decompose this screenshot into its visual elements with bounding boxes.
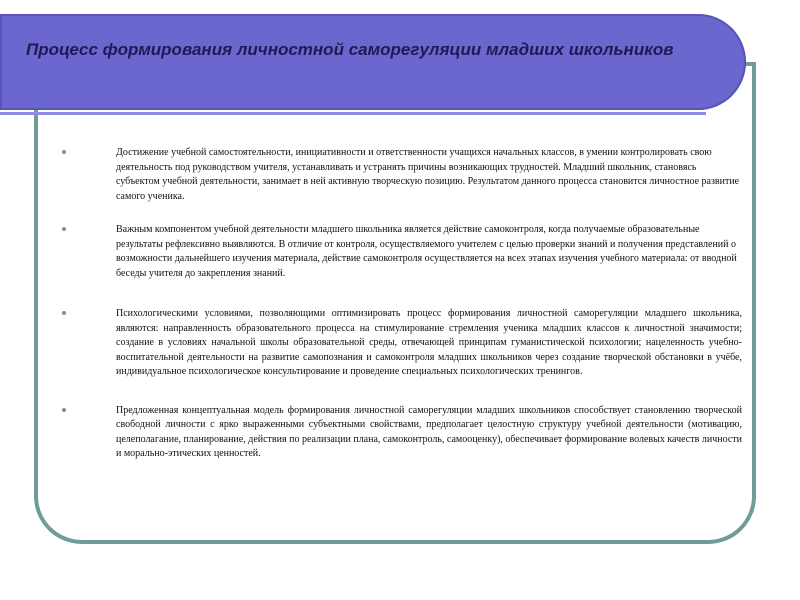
bullet-icon	[62, 227, 66, 231]
bullet-item	[58, 307, 742, 380]
bullet-icon	[62, 311, 66, 315]
bullet-text: Психологическими условиями, позволяющими оптимизировать процесс формирования личностной саморегуляции младшего школьника, являются: направленность образовательного процесса на стимулирование стремления ученика младших классов к личностной значимости; создание в условиях начальной школы образовательной среды, отвечающей принципам гуманистической психологии; нацеленность учебно-воспитательной деятельности на развитие самопознания и самоконтроля младших школьников через создание творческой обстановки в учёбе, индивидуальное психологическое консультирование и проведение специальных психологических тренингов.	[116, 308, 742, 377]
bullet-text: Важным компонентом учебной деятельности младшего школьника является действие самоконтроля, когда получаемые образовательные результаты рефлексивно выявляются. В отличие от контроля, осуществляемого учителем с целью проверки знаний и получения представлений о возможности дальнейшего изучения материала, действие самоконтроля осуществляется на всех этапах изучения учебного материала: от вводной беседы учителя до закрепления знаний.	[116, 224, 737, 279]
bullet-item	[58, 146, 742, 204]
title-underline	[0, 112, 706, 115]
bullet-text: Предложенная концептуальная модель формирования личностной саморегуляции младших школьников способствует становлению творческой свободной личности с ярко выраженными субъектными свойствами, предполагает целостную структуру учебной деятельности (мотивацию, целеполагание, планирование, действия по реализации плана, самоконтроль, самооценку), обеспечивает формирование волевых качеств личности и морально-этических ценностей.	[116, 404, 742, 459]
bullet-item	[58, 223, 742, 281]
bullet-item	[58, 404, 742, 462]
title-bar	[0, 14, 746, 110]
bullet-icon	[62, 408, 66, 412]
bullet-icon	[62, 150, 66, 154]
slide-title: Процесс формирования личностной саморегуляции младших школьников	[26, 40, 674, 59]
bullet-list	[58, 146, 742, 481]
bullet-text: Достижение учебной самостоятельности, инициативности и ответственности учащихся начальных классов, в умении контролировать свою деятельность под руководством учителя, устанавливать и устранять причины возникающих трудностей. Младший школьник, становясь субъектом учебной деятельности, занимает в ней активную творческую позицию. Результатом данного процесса становится личностное развитие самого ученика.	[116, 147, 740, 202]
